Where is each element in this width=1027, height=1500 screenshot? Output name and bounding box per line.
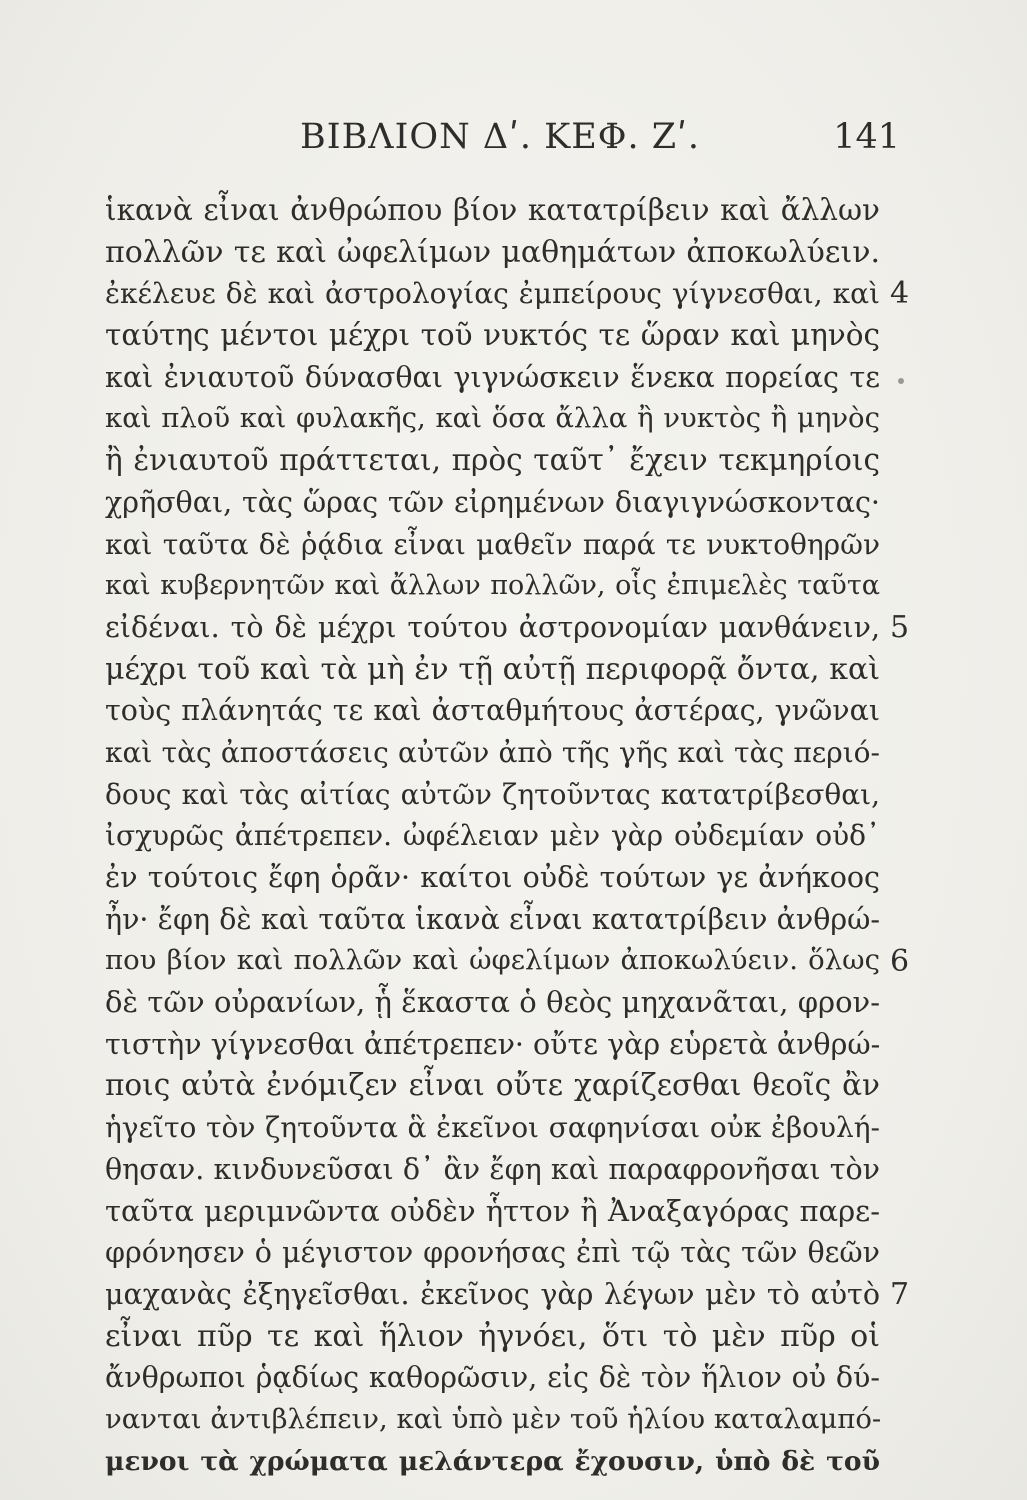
text-line: ποις αὐτὰ ἐνόμιζεν εἶναι οὔτε χαρίζεσθαι θεοῖς ἂν <box>105 1068 880 1103</box>
text-line: που βίον καὶ πολλῶν καὶ ὠφελίμων ἀποκωλύειν. ὅλως <box>105 944 880 977</box>
text-line: νανται ἀντιβλέπειν, καὶ ὑπὸ μὲν τοῦ ἡλίου καταλαμπό- <box>105 1402 882 1435</box>
text-line: θησαν. κινδυνεῦσαι δ᾽ ἂν ἔφη καὶ παραφρονῆσαι τὸν <box>105 1152 880 1186</box>
text-line: ἐν τούτοις ἔφη ὁρᾶν· καίτοι οὐδὲ τούτων γε ἀνήκοος <box>105 861 880 894</box>
text-line: δὲ τῶν οὐρανίων, ᾗ ἕκαστα ὁ θεὸς μηχανᾶται, φρον- <box>105 985 880 1020</box>
margin-dot-mark <box>898 378 904 384</box>
text-line: εἰδέναι. τὸ δὲ μέχρι τούτου ἀστρονομίαν μανθάνειν, <box>105 610 880 644</box>
text-line: ἦν· ἔφη δὲ καὶ ταῦτα ἱκανὰ εἶναι κατατρίβειν ἀνθρώ- <box>105 902 880 936</box>
text-line: ἱκανὰ εἶναι ἀνθρώπου βίον κατατρίβειν καὶ ἄλλων <box>105 193 880 227</box>
text-line: τοὺς πλάνητάς τε καὶ ἀσταθμήτους ἀστέρας, γνῶναι <box>105 694 880 728</box>
text-line: δους καὶ τὰς αἰτίας αὐτῶν ζητοῦντας κατατρίβεσθαι, <box>105 777 880 811</box>
text-line: μέχρι τοῦ καὶ τὰ μὴ ἐν τῇ αὐτῇ περιφορᾷ ὄντα, καὶ <box>105 651 880 687</box>
text-line: ἰσχυρῶς ἀπέτρεπεν. ὠφέλειαν μὲν γὰρ οὐδεμίαν οὐδ᾽ <box>105 819 880 853</box>
page-header <box>100 112 900 162</box>
text-line: ταῦτα μεριμνῶντα οὐδὲν ἧττον ἢ Ἀναξαγόρας παρε- <box>105 1193 880 1228</box>
running-title: ΒΙΒΛΙΟΝ Δʹ. ΚΕΦ. Ζʹ. <box>300 117 700 157</box>
section-number: 5 <box>890 610 910 645</box>
text-line: πολλῶν τε καὶ ὠφελίμων μαθημάτων ἀποκωλύειν. <box>105 234 880 270</box>
page-number: 141 <box>833 117 900 157</box>
text-line: τιστὴν γίγνεσθαι ἀπέτρεπεν· οὔτε γὰρ εὑρετὰ ἀνθρώ- <box>105 1027 881 1061</box>
section-number: 7 <box>890 1277 910 1313</box>
text-line: φρόνησεν ὁ μέγιστον φρονήσας ἐπὶ τῷ τὰς τῶν θεῶν <box>105 1236 880 1270</box>
text-line: καὶ κυβερνητῶν καὶ ἄλλων πολλῶν, οἷς ἐπιμελὲς ταῦτα <box>105 570 880 602</box>
text-line: μενοι τὰ χρώματα μελάντερα ἔχουσιν, ὑπὸ δὲ τοῦ <box>105 1445 880 1477</box>
text-line: εἶναι πῦρ τε καὶ ἥλιον ἠγνόει, ὅτι τὸ μὲν πῦρ οἱ <box>105 1318 880 1354</box>
text-line: ἢ ἐνιαυτοῦ πράττεται, πρὸς ταῦτ᾽ ἔχειν τεκμηρίοις <box>105 443 880 478</box>
section-number: 4 <box>890 276 910 312</box>
text-line: καὶ τὰς ἀποστάσεις αὐτῶν ἀπὸ τῆς γῆς καὶ τὰς περιό- <box>105 735 880 769</box>
text-line: ἡγεῖτο τὸν ζητοῦντα ἃ ἐκεῖνοι σαφηνίσαι οὐκ ἐβουλή- <box>105 1111 880 1145</box>
text-line: μαχανὰς ἐξηγεῖσθαι. ἐκεῖνος γὰρ λέγων μὲν τὸ αὐτὸ <box>105 1277 880 1311</box>
text-line: χρῆσθαι, τὰς ὥρας τῶν εἰρημένων διαγιγνώσκοντας· <box>105 485 880 519</box>
main-text <box>105 190 880 1482</box>
text-line: ταύτης μέντοι μέχρι τοῦ νυκτός τε ὥραν καὶ μηνὸς <box>105 318 880 353</box>
section-number: 6 <box>890 943 910 979</box>
text-line: ἐκέλευε δὲ καὶ ἀστρολογίας ἐμπείρους γίγνεσθαι, καὶ <box>105 277 880 311</box>
text-line: καὶ ἐνιαυτοῦ δύνασθαι γιγνώσκειν ἕνεκα πορείας τε <box>105 360 880 394</box>
text-line: καὶ πλοῦ καὶ φυλακῆς, καὶ ὅσα ἄλλα ἢ νυκτὸς ἢ μηνὸς <box>105 402 880 435</box>
text-line: καὶ ταῦτα δὲ ῥᾴδια εἶναι μαθεῖν παρά τε νυκτοθηρῶν <box>105 527 880 561</box>
text-line: ἄνθρωποι ῥᾳδίως καθορῶσιν, εἰς δὲ τὸν ἥλιον οὐ δύ- <box>105 1361 880 1395</box>
